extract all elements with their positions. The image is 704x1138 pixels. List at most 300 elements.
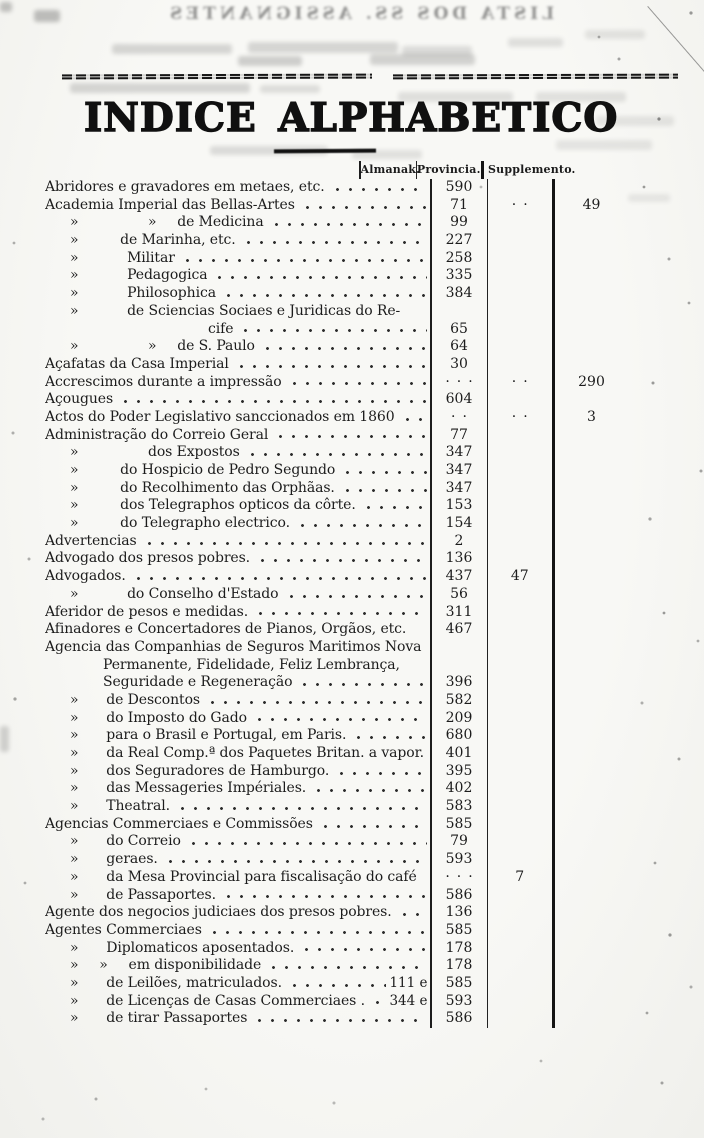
supplemento-page-value	[552, 904, 628, 922]
index-row	[0, 232, 628, 250]
ink-smudge	[628, 194, 670, 202]
almanak-page-value: · ·	[430, 409, 487, 427]
entry-text: Seguridade e Regeneração	[103, 674, 293, 691]
almanak-page-value: 585	[430, 975, 487, 993]
supplemento-page-value	[552, 285, 628, 303]
index-row	[0, 480, 628, 498]
entry-text: Academia Imperial das Bellas-Artes	[45, 196, 295, 213]
entry-text: » para o Brasil e Portugal, em Paris.	[70, 727, 347, 744]
entry-text: » de Sciencias Sociaes e Juridicas do Re-	[70, 302, 401, 319]
supplemento-page-value	[552, 621, 628, 639]
provincia-page-value	[487, 444, 553, 462]
almanak-page-value: · · ·	[430, 869, 487, 887]
leader-dots	[288, 975, 387, 993]
entry-text: » Philosophica	[70, 285, 216, 302]
leader-dots	[300, 940, 426, 958]
leader-dots	[239, 321, 426, 339]
index-row	[0, 214, 628, 232]
index-row	[0, 887, 628, 905]
index-row	[0, 267, 628, 285]
provincia-page-value	[487, 391, 553, 409]
entry-text: Abridores e gravadores em metaes, etc.	[45, 179, 325, 195]
leader-dots	[267, 957, 426, 975]
leader-dots	[331, 179, 427, 197]
leader-dots	[119, 391, 426, 409]
leader-dots	[274, 427, 426, 445]
index-table	[0, 161, 628, 1028]
almanak-page-value: 384	[430, 285, 487, 303]
leader-dots	[132, 568, 427, 586]
almanak-page-value: 593	[430, 851, 487, 869]
index-row	[0, 674, 628, 692]
provincia-page-value	[487, 727, 553, 745]
leader-dots	[256, 550, 426, 568]
supplemento-page-value	[552, 816, 628, 834]
provincia-page-value	[487, 338, 553, 356]
entry-text: » Diplomaticos aposentados.	[70, 939, 295, 956]
provincia-page-value	[487, 515, 553, 533]
supplemento-page-value	[552, 692, 628, 710]
index-row	[0, 763, 628, 781]
supplemento-page-value: 290	[552, 374, 628, 392]
supplemento-page-value	[552, 1010, 628, 1028]
entry-text: » de Marinha, etc.	[70, 232, 236, 249]
index-row	[0, 904, 628, 922]
leader-dots	[222, 887, 427, 905]
ink-smudge	[248, 42, 398, 53]
index-row	[0, 816, 628, 834]
supplemento-page-value	[552, 727, 628, 745]
supplemento-page-value	[552, 338, 628, 356]
almanak-page-value: 56	[430, 586, 487, 604]
entry-text: » do Telegrapho electrico.	[70, 515, 290, 532]
leader-dots	[208, 922, 427, 940]
index-row	[0, 303, 628, 321]
leader-dots	[296, 515, 427, 533]
ink-smudge	[238, 56, 302, 66]
provincia-page-value	[487, 745, 553, 763]
index-row	[0, 639, 628, 657]
ink-smudge	[556, 140, 652, 150]
provincia-page-value	[487, 303, 553, 321]
almanak-page-value: 209	[430, 710, 487, 728]
almanak-page-value	[430, 657, 487, 675]
index-rows	[0, 179, 628, 1028]
almanak-page-value: 71	[430, 197, 487, 215]
provincia-page-value	[487, 833, 553, 851]
supplemento-page-value	[552, 391, 628, 409]
ink-smudge	[370, 54, 475, 65]
index-row	[0, 940, 628, 958]
supplemento-page-value	[552, 214, 628, 232]
index-row	[0, 533, 628, 551]
provincia-page-value	[487, 763, 553, 781]
provincia-page-value	[487, 250, 553, 268]
provincia-page-value	[487, 179, 553, 197]
title-underline	[274, 149, 376, 154]
index-row	[0, 568, 628, 586]
entry-text: » de Licenças de Casas Commerciaes .	[70, 992, 365, 1009]
entry-text: » da Mesa Provincial para fiscalisação do café	[70, 868, 417, 885]
index-row	[0, 427, 628, 445]
index-row	[0, 321, 628, 339]
provincia-page-value: · ·	[487, 374, 553, 392]
ink-smudge	[112, 44, 232, 54]
leader-dots	[254, 604, 426, 622]
provincia-page-value	[487, 232, 553, 250]
supplemento-page-value	[552, 321, 628, 339]
supplemento-page-value	[552, 993, 628, 1011]
almanak-page-value: 178	[430, 957, 487, 975]
almanak-page-value: 347	[430, 480, 487, 498]
index-row	[0, 179, 628, 197]
index-row	[0, 692, 628, 710]
provincia-page-value	[487, 975, 553, 993]
almanak-page-value: 99	[430, 214, 487, 232]
leader-dots	[352, 727, 426, 745]
leader-dots	[398, 904, 427, 922]
leader-dots	[401, 409, 427, 427]
scan-speckles	[0, 0, 2, 2]
supplemento-page-value	[552, 604, 628, 622]
provincia-page-value: · ·	[487, 197, 553, 215]
index-row	[0, 993, 628, 1011]
provincia-page-value	[487, 427, 553, 445]
supplemento-page-value	[552, 179, 628, 197]
ink-smudge	[508, 38, 563, 47]
leader-dots	[253, 710, 427, 728]
provincia-page-value	[487, 214, 553, 232]
leader-dots	[341, 480, 427, 498]
ink-smudge	[585, 30, 645, 39]
supplemento-page-value	[552, 356, 628, 374]
supplemento-page-value	[552, 780, 628, 798]
header-spacer	[0, 161, 359, 179]
supplemento-page-value	[552, 922, 628, 940]
entry-text: Agentes Commerciaes	[45, 921, 202, 938]
supplemento-page-value	[552, 480, 628, 498]
entry-text: » do Imposto do Gado	[70, 709, 247, 726]
supplemento-page-value	[552, 940, 628, 958]
index-row	[0, 250, 628, 268]
almanak-page-value: 395	[430, 763, 487, 781]
leader-dots	[335, 763, 426, 781]
index-row	[0, 621, 628, 639]
supplemento-page-value	[552, 674, 628, 692]
entry-text: » da Real Comp.ª dos Paquetes Britan. a vapor.	[70, 745, 425, 761]
index-row	[0, 975, 628, 993]
provincia-page-value	[487, 533, 553, 551]
provincia-page-value	[487, 887, 553, 905]
supplemento-page-value	[552, 798, 628, 816]
supplemento-page-value	[552, 657, 628, 675]
entry-text: » das Messageries Impériales.	[70, 780, 307, 797]
leader-dots	[235, 356, 427, 374]
supplemento-page-value	[552, 745, 628, 763]
leader-dots	[176, 798, 427, 816]
almanak-page-value	[430, 303, 487, 321]
provincia-page-value	[487, 674, 553, 692]
almanak-page-value: 65	[430, 321, 487, 339]
provincia-page-value	[487, 462, 553, 480]
almanak-page-value: 590	[430, 179, 487, 197]
almanak-page-value: 583	[430, 798, 487, 816]
provincia-page-value	[487, 780, 553, 798]
provincia-page-value	[487, 356, 553, 374]
leader-dots	[298, 674, 426, 692]
supplemento-page-value	[552, 550, 628, 568]
entry-tail-pages: 111 e	[389, 974, 428, 991]
supplemento-page-value	[552, 639, 628, 657]
supplemento-page-value	[552, 710, 628, 728]
column-header-almanak: Almanak.	[359, 161, 416, 179]
almanak-page-value: 335	[430, 267, 487, 285]
almanak-page-value: 153	[430, 497, 487, 515]
leader-dots	[288, 374, 427, 392]
leader-dots	[261, 338, 427, 356]
almanak-page-value: 401	[430, 745, 487, 763]
provincia-page-value	[487, 692, 553, 710]
almanak-page-value: 467	[430, 621, 487, 639]
index-row	[0, 338, 628, 356]
supplemento-page-value	[552, 568, 628, 586]
provincia-page-value	[487, 710, 553, 728]
almanak-page-value: 30	[430, 356, 487, 374]
supplemento-page-value	[552, 957, 628, 975]
index-row	[0, 197, 628, 215]
provincia-page-value	[487, 851, 553, 869]
leader-dots	[206, 692, 427, 710]
provincia-page-value	[487, 1010, 553, 1028]
entry-text: Advertencias	[45, 532, 137, 549]
provincia-page-value	[487, 621, 553, 639]
almanak-page-value: 258	[430, 250, 487, 268]
almanak-page-value: · · ·	[430, 374, 487, 392]
provincia-page-value	[487, 798, 553, 816]
almanak-page-value: 136	[430, 904, 487, 922]
supplemento-page-value	[552, 869, 628, 887]
provincia-page-value	[487, 657, 553, 675]
column-header-provincia: Provincia.	[416, 161, 482, 179]
entry-text: cife	[208, 320, 234, 337]
almanak-page-value: 593	[430, 993, 487, 1011]
supplemento-page-value	[552, 515, 628, 533]
supplemento-page-value	[552, 427, 628, 445]
entry-text: Advogados.	[45, 568, 126, 585]
almanak-page-value: 77	[430, 427, 487, 445]
almanak-page-value: 136	[430, 550, 487, 568]
index-row	[0, 727, 628, 745]
index-row	[0, 550, 628, 568]
almanak-page-value: 586	[430, 887, 487, 905]
entry-text: » do Conselho d'Estado	[70, 585, 279, 602]
entry-text: » Pedagogica	[70, 267, 208, 284]
index-row	[0, 745, 628, 763]
supplemento-page-value	[552, 267, 628, 285]
supplemento-page-value	[552, 444, 628, 462]
almanak-page-value: 347	[430, 462, 487, 480]
index-row	[0, 710, 628, 728]
index-row	[0, 462, 628, 480]
leader-dots	[301, 197, 427, 215]
provincia-page-value	[487, 550, 553, 568]
almanak-page-value: 347	[430, 444, 487, 462]
supplemento-page-value	[552, 887, 628, 905]
entry-text: Actos do Poder Legislativo sanccionados em 1860	[45, 408, 395, 425]
provincia-page-value	[487, 993, 553, 1011]
leader-dots	[319, 816, 427, 834]
supplemento-page-value: 49	[552, 197, 628, 215]
ink-smudge	[260, 85, 320, 93]
supplemento-page-value	[552, 497, 628, 515]
entry-text: » » em disponibilidade	[70, 957, 262, 974]
column-header-supplemento: Supplemento.	[481, 161, 628, 179]
provincia-page-value	[487, 285, 553, 303]
ink-smudge	[70, 83, 250, 93]
almanak-page-value: 680	[430, 727, 487, 745]
leader-dots	[312, 780, 426, 798]
index-row	[0, 356, 628, 374]
almanak-page-value: 586	[430, 1010, 487, 1028]
supplemento-page-value	[552, 586, 628, 604]
provincia-page-value	[487, 957, 553, 975]
entry-text: » geraes.	[70, 851, 158, 868]
almanak-page-value: 402	[430, 780, 487, 798]
entry-text: Aferidor de pesos e medidas.	[45, 603, 249, 620]
almanak-page-value: 79	[430, 833, 487, 851]
supplemento-page-value	[552, 851, 628, 869]
index-row	[0, 586, 628, 604]
entry-text: Advogado dos presos pobres.	[45, 550, 251, 567]
provincia-page-value: 7	[487, 869, 553, 887]
table-header-row	[0, 161, 628, 179]
leader-dots	[362, 497, 427, 515]
entry-text: » de tirar Passaportes	[70, 1010, 248, 1027]
supplemento-page-value	[552, 763, 628, 781]
provincia-page-value	[487, 904, 553, 922]
entry-text: Afinadores e Concertadores de Pianos, Orgãos, etc.	[45, 621, 407, 638]
index-row	[0, 374, 628, 392]
ink-smudge	[34, 10, 60, 22]
entry-text: Açafatas da Casa Imperial	[45, 355, 229, 372]
index-row	[0, 1010, 628, 1028]
entry-text: Agencias Commerciaes e Commissões	[45, 815, 313, 832]
entry-text: Accrescimos durante a impressão	[45, 373, 282, 390]
almanak-page-value: 585	[430, 922, 487, 940]
head-rule-left	[62, 74, 372, 80]
leader-dots	[270, 214, 427, 232]
entry-text: » Theatral.	[70, 798, 170, 815]
index-row	[0, 922, 628, 940]
index-row	[0, 515, 628, 533]
leader-dots	[371, 993, 387, 1011]
entry-text: » de Passaportes.	[70, 886, 216, 903]
almanak-page-value: 585	[430, 816, 487, 834]
index-row	[0, 798, 628, 816]
almanak-page-value: 227	[430, 232, 487, 250]
provincia-page-value	[487, 639, 553, 657]
entry-text: » do Recolhimento das Orphãas.	[70, 479, 335, 496]
provincia-page-value	[487, 480, 553, 498]
provincia-page-value	[487, 321, 553, 339]
index-row	[0, 285, 628, 303]
entry-text: » de Leilões, matriculados.	[70, 974, 282, 991]
supplemento-page-value	[552, 232, 628, 250]
leader-dots	[187, 833, 427, 851]
index-row	[0, 869, 628, 887]
supplemento-page-value	[552, 833, 628, 851]
index-row	[0, 957, 628, 975]
supplemento-page-value: 3	[552, 409, 628, 427]
head-rule-right	[393, 74, 678, 80]
leader-dots	[253, 1010, 426, 1028]
almanak-page-value: 311	[430, 604, 487, 622]
ink-smudge	[0, 2, 12, 12]
almanak-page-value: 604	[430, 391, 487, 409]
provincia-page-value	[487, 604, 553, 622]
page-crease	[647, 6, 704, 97]
provincia-page-value	[487, 922, 553, 940]
entry-text: Agencia das Companhias de Seguros Maritimos Nova	[45, 638, 422, 655]
supplemento-page-value	[552, 975, 628, 993]
almanak-page-value: 178	[430, 940, 487, 958]
almanak-page-value: 437	[430, 568, 487, 586]
leader-dots	[164, 851, 427, 869]
almanak-page-value: 154	[430, 515, 487, 533]
almanak-page-value	[430, 639, 487, 657]
provincia-page-value	[487, 267, 553, 285]
almanak-page-value: 2	[430, 533, 487, 551]
provincia-page-value	[487, 497, 553, 515]
leader-dots	[143, 533, 427, 551]
index-row	[0, 409, 628, 427]
leader-dots	[246, 444, 427, 462]
index-row	[0, 444, 628, 462]
entry-tail-pages: 344 e	[389, 992, 428, 1009]
almanak-page-value: 396	[430, 674, 487, 692]
leader-dots	[341, 462, 426, 480]
index-row	[0, 851, 628, 869]
almanak-page-value: 64	[430, 338, 487, 356]
supplemento-page-value	[552, 533, 628, 551]
bleed-through-title: LISTA DOS SS. ASSIGNANTES	[165, 4, 555, 24]
entry-text: » do Correio	[70, 833, 181, 850]
index-row	[0, 604, 628, 622]
entry-text: Permanente, Fidelidade, Feliz Lembrança,	[103, 656, 400, 673]
supplemento-page-value	[552, 303, 628, 321]
index-row	[0, 497, 628, 515]
entry-text: Agente dos negocios judiciaes dos presos pobres.	[45, 904, 392, 921]
provincia-page-value	[487, 940, 553, 958]
provincia-page-value	[487, 586, 553, 604]
entry-text: » » de S. Paulo	[70, 338, 255, 355]
supplemento-page-value	[552, 462, 628, 480]
entry-text: » Militar	[70, 249, 175, 266]
supplemento-page-value	[552, 250, 628, 268]
leader-dots	[285, 586, 427, 604]
almanak-page-value: 582	[430, 692, 487, 710]
entry-text: » dos Telegraphos opticos da côrte.	[70, 497, 356, 514]
leader-dots	[181, 250, 427, 268]
leader-dots	[222, 285, 427, 303]
entry-text: Açougues	[45, 391, 114, 408]
leader-dots	[242, 232, 427, 250]
entry-text: » dos Expostos	[70, 444, 240, 461]
page-title: INDICE ALPHABETICO	[84, 95, 619, 141]
leader-dots	[213, 267, 426, 285]
index-row	[0, 657, 628, 675]
entry-text: » » de Medicina	[70, 214, 264, 231]
